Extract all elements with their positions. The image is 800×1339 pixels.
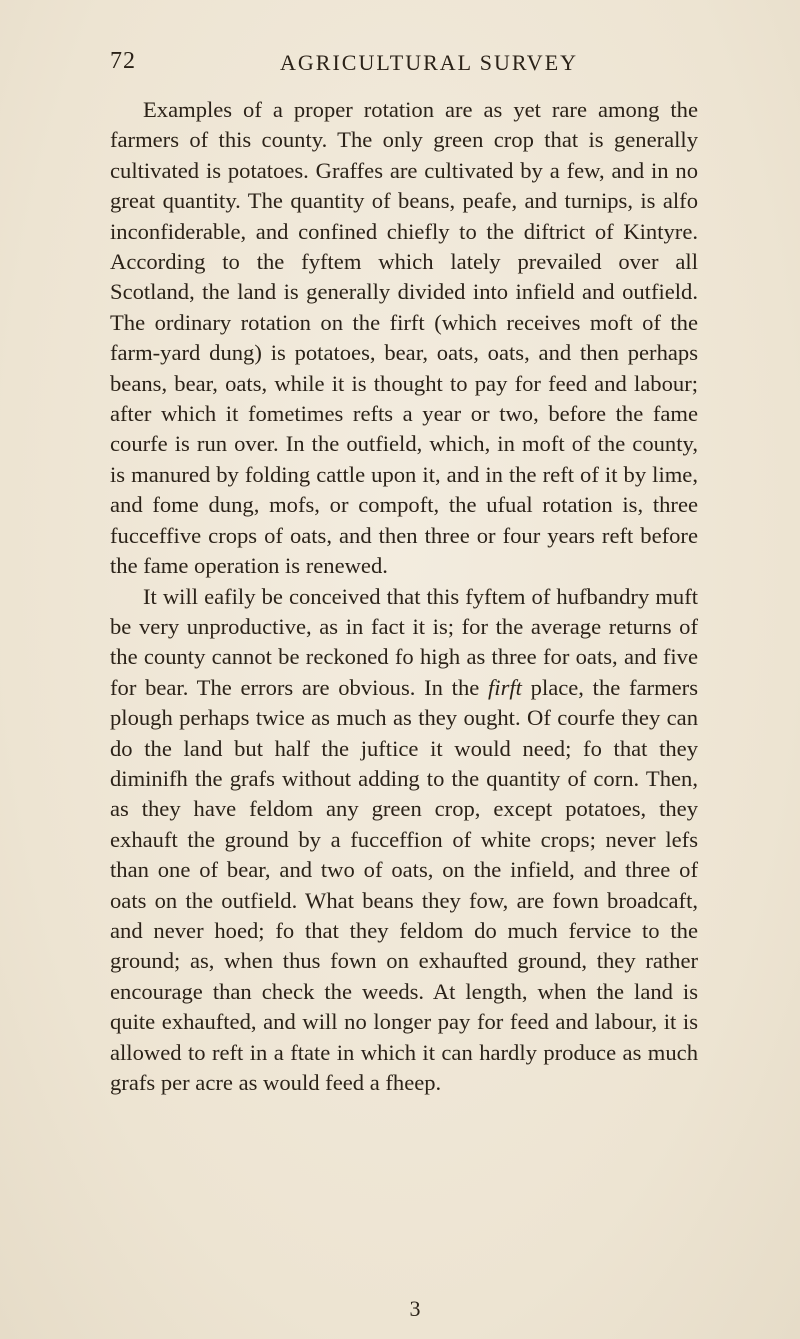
page-number: 72 bbox=[110, 48, 136, 74]
paragraph-unproductive-system bbox=[110, 582, 698, 1099]
running-head: AGRICULTURAL SURVEY bbox=[280, 50, 579, 75]
paragraph-text: Examples of a proper rotation are as yet rare among the farmers of this county. The only green crop that is generally cultivated is potatoes. Graffes are cultivated by a few, and in no great quantity. The quantity of beans, peafe, and turnips, is alfo inconfiderable, and confined chiefly to the diftrict of Kintyre. According to the fyftem which lately prevailed over all Scotland, the land is generally divided into infield and outfield. The ordinary rotation on the firft (which receives moft of the farm-yard dung) is potatoes, bear, oats, oats, and then perhaps beans, bear, oats, while it is thought to pay for feed and labour; after which it fometimes refts a year or two, before the fame courfe is run over. In the outfield, which, in moft of the county, is manured by folding cattle upon it, and in the reft of it by lime, and fome dung, mofs, or compoft, the ufual rotation is, three fucceffive crops of oats, and then three or four years reft before the fame operation is renewed. bbox=[110, 97, 698, 579]
paragraph-text: place, the farmers plough perhaps twice as much as they ought. Of courfe they can do the land but half the juftice it would need; fo that they diminifh the grafs without adding to the quantity of corn. Then, as they have feldom any green crop, except potatoes, they exhauft the ground by a fucceffion of white crops; never lefs than one of bear, and two of oats, on the infield, and three of oats on the outfield. What beans they fow, are fown broadcaft, and never hoed; fo that they feldom do much fervice to the ground; as, when thus fown on exhaufted ground, they rather encourage than check the weeds. At length, when the land is quite exhaufted, and will no longer pay for feed and labour, it is allowed to reft in a ftate in which it can hardly produce as much grafs per acre as would feed a fheep. bbox=[110, 674, 698, 1095]
page-header bbox=[110, 48, 690, 84]
paragraph-text: It will eafily be conceived that this fyftem of hufbandry muft be very unproductive, as in fact it is; for the average returns of the county cannot be reckoned fo high as three for oats, and five for bear. The errors are obvious. In the bbox=[110, 583, 698, 700]
emphasized-word: firft bbox=[488, 674, 522, 700]
body-text bbox=[110, 95, 698, 1098]
signature-mark: 3 bbox=[409, 1296, 421, 1321]
paragraph-rotation-examples bbox=[110, 95, 698, 582]
